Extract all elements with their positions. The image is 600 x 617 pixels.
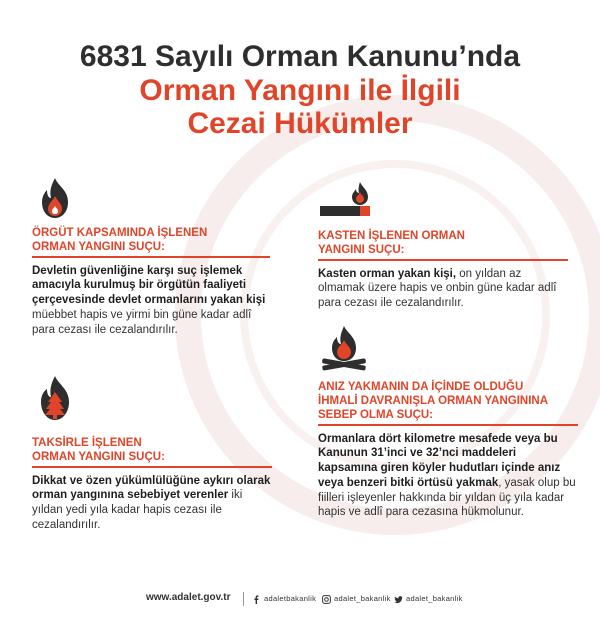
instagram-link[interactable]	[322, 594, 391, 604]
body-bold: Kasten orman yakan kişi,	[318, 267, 457, 280]
title-line-3: Cezai Hükümler	[187, 107, 413, 141]
twitter-icon	[394, 595, 403, 604]
facebook-handle: adaletbakanlik	[264, 594, 317, 603]
flame-icon	[34, 176, 76, 225]
section-body	[32, 264, 270, 338]
page-title	[0, 40, 600, 141]
divider	[32, 256, 270, 258]
divider	[32, 466, 272, 468]
title-line-1: 6831 Sayılı Orman Kanunu’nda	[79, 40, 521, 73]
section-body	[32, 474, 272, 533]
twitter-handle: adalet_bakanlik	[406, 594, 463, 603]
divider	[318, 259, 568, 261]
heading-line: TAKSİRLE İŞLENEN	[32, 437, 142, 449]
twitter-link[interactable]	[394, 594, 463, 604]
title-line-2: Orman Yangını ile İlgili	[139, 73, 461, 107]
section-aniz	[318, 380, 578, 520]
section-orgut	[32, 226, 270, 337]
heading-line: ANIZ YAKMANIN DA İÇİNDE OLDUĞU	[318, 381, 524, 393]
section-heading	[32, 226, 270, 254]
campfire-icon	[318, 324, 370, 377]
heading-line: SEBEP OLMA SUÇU:	[318, 409, 434, 421]
section-kasten	[318, 229, 568, 311]
body-text: iki yıldan yedi yıla kadar hapis cezası ile cezalandırılır.	[32, 489, 243, 531]
section-body	[318, 267, 568, 311]
body-text: on yıldan az olmamak üzere hapis ve onbin güne kadar adlî para cezası ile cezalandırılır.	[318, 267, 557, 310]
footer	[0, 592, 600, 610]
facebook-icon	[252, 595, 261, 604]
website-link[interactable]: www.adalet.gov.tr	[146, 592, 231, 603]
body-bold: Dikkat ve özen yükümlülüğüne aykırı olarak orman yangınına sebebiyet verenler	[32, 474, 271, 502]
heading-line: ORMAN YANGINI SUÇU:	[32, 241, 165, 253]
burning-tree-icon	[34, 374, 76, 427]
heading-line: İHMALİ DAVRANIŞLA ORMAN YANGININA	[318, 395, 549, 407]
heading-line: ÖRGÜT KAPSAMINDA İŞLENEN	[32, 227, 208, 239]
section-heading	[318, 380, 578, 422]
body-text: müebbet hapis ve yirmi bin güne kadar adlî para cezası ile cezalandırılır.	[32, 308, 252, 336]
divider	[318, 424, 578, 426]
instagram-icon	[322, 595, 331, 604]
burning-log-icon	[318, 180, 374, 227]
instagram-handle: adalet_bakanlik	[334, 594, 391, 603]
heading-line: ORMAN YANGINI SUÇU:	[32, 451, 165, 463]
body-bold: Ormanlara dört kilometre mesafede veya bu Kanunun 31’inci ve 32’nci maddeleri kapsamına giren köyler hudutları içinde anız veya benzeri bitki örtüsü yakmak	[318, 432, 561, 489]
section-body	[318, 432, 578, 521]
body-bold: Devletin güvenliğine karşı suç işlemek amacıyla kurulmuş bir örgütün faaliyeti çerçevesinde devlet ormanlarını yakan kişi	[32, 264, 266, 307]
heading-line: YANGINI SUÇU:	[318, 244, 405, 256]
divider	[243, 592, 244, 606]
section-heading	[318, 229, 568, 257]
facebook-link[interactable]	[252, 594, 316, 604]
section-heading	[32, 436, 272, 464]
section-taksir	[32, 436, 272, 533]
heading-line: KASTEN İŞLENEN ORMAN	[318, 230, 465, 242]
body-text: , yasak olup bu fiilleri işleyenler hakkında bir yıldan üç yıla kadar hapis ve adlî para cezasına hükmolunur.	[318, 476, 576, 519]
